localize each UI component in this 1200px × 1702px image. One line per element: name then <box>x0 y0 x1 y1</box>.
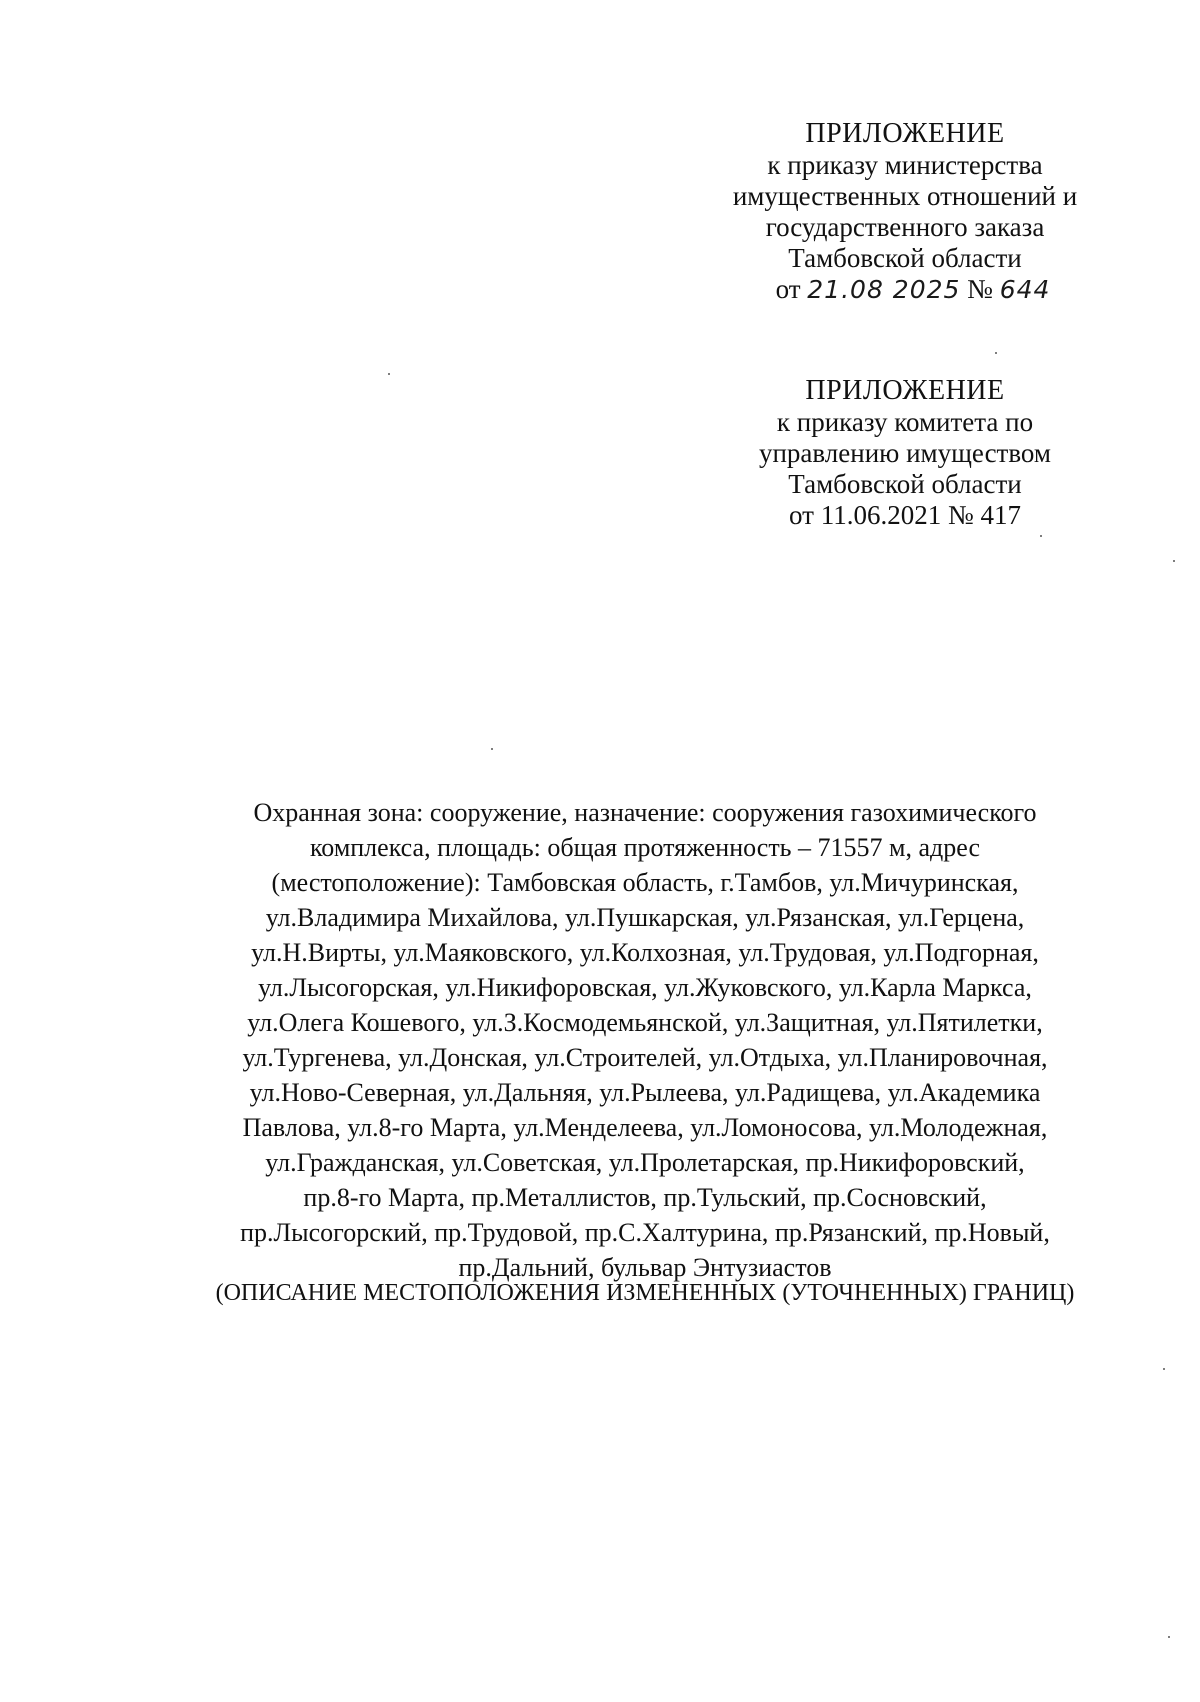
section-caption: (ОПИСАНИЕ МЕСТОПОЛОЖЕНИЯ ИЗМЕНЕННЫХ (УТОЧНЕННЫХ) ГРАНИЦ) <box>215 1280 1075 1306</box>
scan-speck <box>1163 1368 1165 1370</box>
appendix-line: имущественных отношений и <box>732 181 1078 211</box>
description-line: ул.Гражданская, ул.Советская, ул.Пролетарская, пр.Никифоровский, <box>265 1148 1025 1177</box>
appendix-line: управлению имуществом <box>758 438 1051 468</box>
handwritten-order-number: 644 <box>999 275 1051 304</box>
appendix-header-previous <box>745 375 1065 531</box>
appendix-header-current <box>700 118 1110 305</box>
appendix-line: Тамбовской области <box>788 243 1022 273</box>
description-line: Охранная зона: сооружение, назначение: сооружения газохимического <box>253 798 1037 827</box>
appendix-line: государственного заказа <box>765 212 1045 242</box>
description-line: ул.Н.Вирты, ул.Маяковского, ул.Колхозная, ул.Трудовая, ул.Подгорная, <box>251 938 1039 967</box>
description-line: пр.Лысогорский, пр.Трудовой, пр.С.Халтурина, пр.Рязанский, пр.Новый, <box>240 1218 1050 1247</box>
handwritten-date: 21.08 2025 <box>807 275 961 304</box>
description-line: пр.8-го Марта, пр.Металлистов, пр.Тульский, пр.Сосновский, <box>303 1183 987 1212</box>
scan-speck <box>491 748 493 750</box>
scan-speck <box>1168 1636 1170 1638</box>
appendix-line: к приказу комитета по <box>776 407 1034 437</box>
order-date-line <box>708 274 1118 305</box>
description-line: пр.Дальний, бульвар Энтузиастов <box>458 1253 832 1282</box>
appendix-line: от 11.06.2021 № 417 <box>789 500 1021 530</box>
scan-speck <box>1173 560 1175 562</box>
scan-speck <box>1040 535 1042 537</box>
scan-speck <box>388 373 390 375</box>
scan-speck <box>995 352 997 354</box>
protection-zone-description <box>190 795 1100 1285</box>
description-line: ул.Олега Кошевого, ул.З.Космодемьянской, ул.Защитная, ул.Пятилетки, <box>247 1008 1043 1037</box>
description-line: (местоположение): Тамбовская область, г.Тамбов, ул.Мичуринская, <box>271 868 1019 897</box>
description-line: комплекса, площадь: общая протяженность – 71557 м, адрес <box>310 833 980 862</box>
appendix-heading: ПРИЛОЖЕНИЕ <box>805 118 1005 149</box>
appendix-line: Тамбовской области <box>788 469 1022 499</box>
number-sign: № <box>967 274 993 304</box>
description-line: ул.Тургенева, ул.Донская, ул.Строителей, ул.Отдыха, ул.Планировочная, <box>242 1043 1048 1072</box>
date-prefix: от <box>775 274 801 304</box>
description-line: ул.Владимира Михайлова, ул.Пушкарская, ул.Рязанская, ул.Герцена, <box>265 903 1025 932</box>
description-line: ул.Лысогорская, ул.Никифоровская, ул.Жуковского, ул.Карла Маркса, <box>258 973 1032 1002</box>
description-line: Павлова, ул.8-го Марта, ул.Менделеева, ул.Ломоносова, ул.Молодежная, <box>242 1113 1048 1142</box>
appendix-heading: ПРИЛОЖЕНИЕ <box>805 375 1005 406</box>
description-line: ул.Ново-Северная, ул.Дальняя, ул.Рылеева, ул.Радищева, ул.Академика <box>249 1078 1041 1107</box>
appendix-line: к приказу министерства <box>767 150 1043 180</box>
